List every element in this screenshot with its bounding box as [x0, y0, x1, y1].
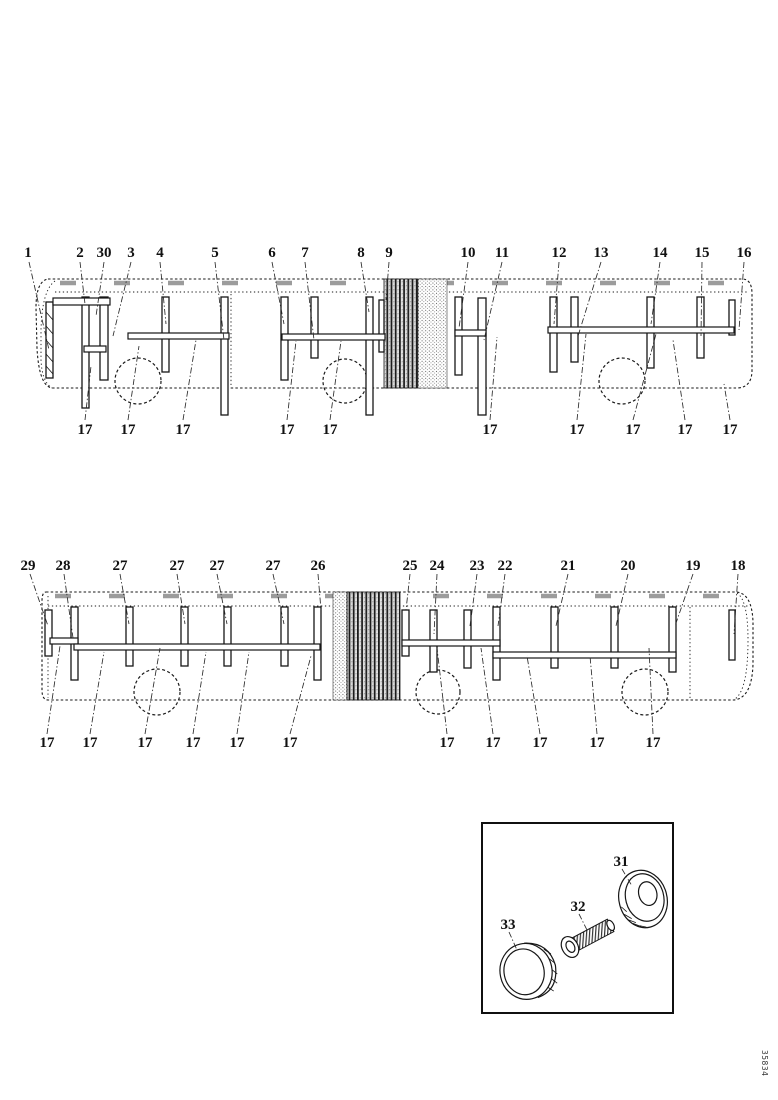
callout-14: 14: [652, 245, 668, 261]
callout-17: 17: [482, 422, 498, 438]
callout-10: 10: [460, 245, 476, 261]
callout-8: 8: [357, 245, 365, 261]
rail: [50, 638, 78, 644]
rail: [402, 640, 500, 646]
callout-3: 3: [127, 245, 135, 261]
pillar: [551, 607, 558, 668]
callout-27: 27: [169, 558, 185, 574]
callout-29: 29: [20, 558, 36, 574]
pillar: [464, 610, 471, 668]
callout-numbers-bottom: [78, 422, 739, 438]
callout-30: 30: [96, 245, 112, 261]
pillar: [550, 297, 557, 372]
callout-1: 1: [24, 245, 32, 261]
rail: [282, 334, 385, 340]
rail: [74, 644, 320, 650]
bellows-stipple: [418, 279, 447, 388]
callout-12: 12: [551, 245, 567, 261]
callout-2: 2: [76, 245, 84, 261]
callout-7: 7: [301, 245, 309, 261]
bellows-stipple: [333, 592, 347, 700]
rear-wheel: [134, 669, 180, 715]
callout-16: 16: [736, 245, 752, 261]
pillar: [402, 610, 409, 656]
pillar: [379, 300, 384, 352]
doc-number: 35834: [760, 1050, 769, 1077]
callout-33: 33: [500, 917, 516, 933]
callout-17: 17: [322, 422, 338, 438]
callout-17: 17: [282, 735, 298, 751]
pillar: [224, 607, 231, 666]
callout-4: 4: [156, 245, 164, 261]
pillar: [729, 610, 735, 660]
callout-20: 20: [620, 558, 636, 574]
callout-9: 9: [385, 245, 393, 261]
front-wheel: [622, 669, 668, 715]
callout-17: 17: [82, 735, 98, 751]
callout-19: 19: [685, 558, 701, 574]
callout-numbers-bottom: [40, 735, 662, 751]
callout-17: 17: [39, 735, 55, 751]
callout-17: 17: [589, 735, 605, 751]
callout-27: 27: [112, 558, 128, 574]
callout-22: 22: [497, 558, 513, 574]
pillar: [281, 607, 288, 666]
side-view-a: [24, 245, 752, 438]
callout-17: 17: [532, 735, 548, 751]
rear-wheel: [599, 358, 645, 404]
callout-17: 17: [625, 422, 641, 438]
callout-25: 25: [402, 558, 418, 574]
windshield-curve: [735, 593, 748, 699]
callout-27: 27: [265, 558, 281, 574]
pillar: [45, 610, 52, 656]
callout-15: 15: [694, 245, 710, 261]
detail-box: [482, 823, 674, 1013]
pillar: [100, 297, 108, 380]
callout-17: 17: [722, 422, 738, 438]
part-33-cup: [495, 938, 561, 1004]
callout-11: 11: [494, 245, 510, 261]
callout-26: 26: [310, 558, 326, 574]
front-wheel: [115, 358, 161, 404]
pillar: [611, 607, 618, 668]
callout-23: 23: [469, 558, 485, 574]
part-32-stud: [558, 914, 619, 960]
pillar: [669, 607, 676, 672]
callout-17: 17: [439, 735, 455, 751]
callout-5: 5: [211, 245, 219, 261]
callout-17: 17: [279, 422, 295, 438]
callout-27: 27: [209, 558, 225, 574]
middle-wheel: [323, 359, 367, 403]
callout-numbers-top: [24, 245, 752, 261]
callout-13: 13: [593, 245, 609, 261]
rail: [455, 330, 486, 336]
callout-17: 17: [185, 735, 201, 751]
callout-17: 17: [137, 735, 153, 751]
pillar: [181, 607, 188, 666]
rail: [128, 333, 229, 339]
callout-6: 6: [268, 245, 276, 261]
callout-18: 18: [730, 558, 746, 574]
pillar: [221, 297, 228, 415]
callout-28: 28: [55, 558, 71, 574]
callout-31: 31: [613, 854, 629, 870]
bellows-pleats: [384, 279, 418, 388]
callout-numbers-top: [21, 558, 746, 574]
callout-17: 17: [645, 735, 661, 751]
middle-wheel: [416, 670, 460, 714]
callout-17: 17: [229, 735, 245, 751]
part-31-ring: [612, 865, 673, 933]
callout-17: 17: [77, 422, 93, 438]
rail: [84, 346, 106, 352]
pillar: [126, 607, 133, 666]
rail: [548, 327, 734, 333]
callout-17: 17: [175, 422, 191, 438]
pillar: [311, 297, 318, 358]
pillar: [366, 297, 373, 415]
pillar: [478, 298, 486, 415]
callout-24: 24: [429, 558, 445, 574]
callout-32: 32: [570, 899, 586, 915]
rail: [493, 652, 676, 658]
callout-17: 17: [677, 422, 693, 438]
side-view-b: [21, 558, 754, 751]
callout-17: 17: [485, 735, 501, 751]
callout-17: 17: [569, 422, 585, 438]
bellows-pleats: [347, 592, 400, 700]
callout-17: 17: [120, 422, 136, 438]
rail: [53, 298, 110, 305]
callout-21: 21: [560, 558, 576, 574]
